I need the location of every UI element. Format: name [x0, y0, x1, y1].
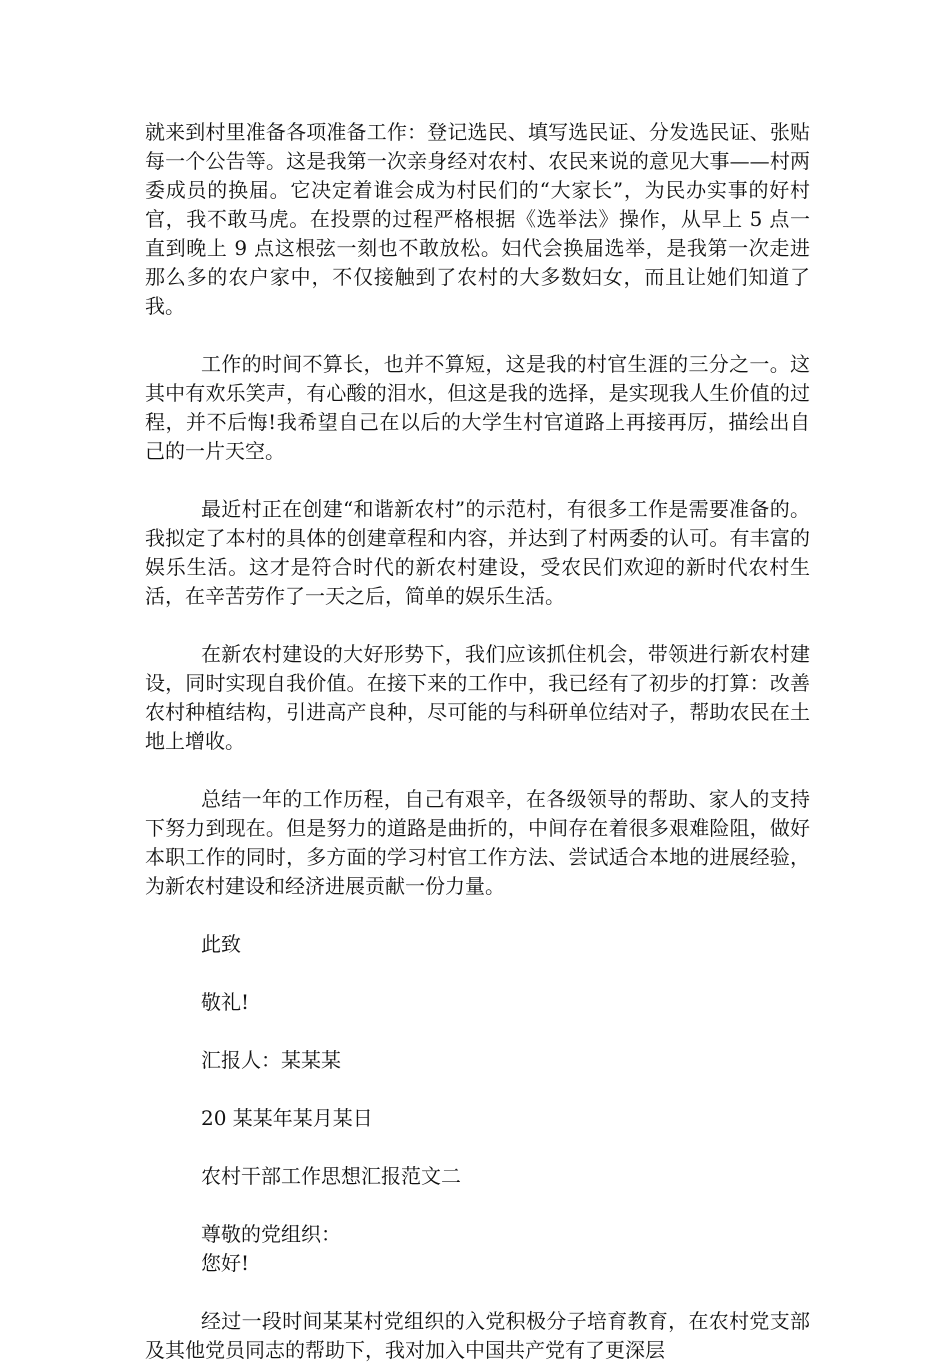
paragraph-year-summary: 总结一年的工作历程，自己有艰辛，在各级领导的帮助、家人的支持下努力到现在。但是努力的道路是曲折的，中间存在着很多艰难险阻，做好本职工作的同时，多方面的学习村官工作方法、尝试适合本地的进展经验，为新农村建设和经济进展贡献一份力量。 — [145, 787, 810, 898]
paragraph-work-time: 工作的时间不算长，也并不算短，这是我的村官生涯的三分之一。这其中有欢乐笑声，有心酸的泪水，但这是我的选择，是实现我人生价值的过程，并不后悔!我希望自己在以后的大学生村官道路上再接再厉，描绘出自己的一片天空。 — [145, 352, 810, 463]
paragraph-election-work: 就来到村里准备各项准备工作：登记选民、填写选民证、分发选民证、张贴每一个公告等。这是我第一次亲身经对农村、农民来说的意见大事——村两委成员的换届。它决定着谁会成为村民们的“大家长”，为民办实事的好村官，我不敢马虎。在投票的过程严格根据《选举法》操作，从早上 5 点一直到晚上 9 点这根弦一刻也不敢放松。妇代会换届选举，是我第一次走进那么多的农户家中，不仅接触到了农村的大多数妇女，而且让她们知道了我。 — [145, 120, 810, 318]
report-date: 20 某某年某月某日 — [201, 1106, 373, 1130]
paragraph-new-village-construction: 在新农村建设的大好形势下，我们应该抓住机会，带领进行新农村建设，同时实现自我价值。在接下来的工作中，我已经有了初步的打算：改善农村种植结构，引进高产良种，尽可能的与科研单位结对子，帮助农民在土地上增收。 — [145, 642, 810, 753]
greeting-line-2: 您好! — [201, 1251, 250, 1275]
closing-salute-2: 敬礼! — [201, 990, 250, 1014]
paragraph-party-education: 经过一段时间某某村党组织的入党积极分子培育教育，在农村党支部及其他党员同志的帮助下，我对加入中国共产党有了更深层 — [145, 1309, 810, 1362]
document-page — [145, 118, 810, 1365]
paragraph-harmonious-village: 最近村正在创建“和谐新农村”的示范村，有很多工作是需要准备的。我拟定了本村的具体的创建章程和内容，并达到了村两委的认可。有丰富的娱乐生活。这才是符合时代的新农村建设，受农民们欢迎的新时代农村生活，在辛苦劳作了一天之后，简单的娱乐生活。 — [145, 497, 810, 608]
closing-salute-1: 此致 — [201, 932, 241, 956]
reporter-signature: 汇报人：某某某 — [201, 1048, 341, 1072]
second-letter-title: 农村干部工作思想汇报范文二 — [201, 1164, 461, 1188]
greeting-line-1: 尊敬的党组织： — [201, 1222, 341, 1246]
